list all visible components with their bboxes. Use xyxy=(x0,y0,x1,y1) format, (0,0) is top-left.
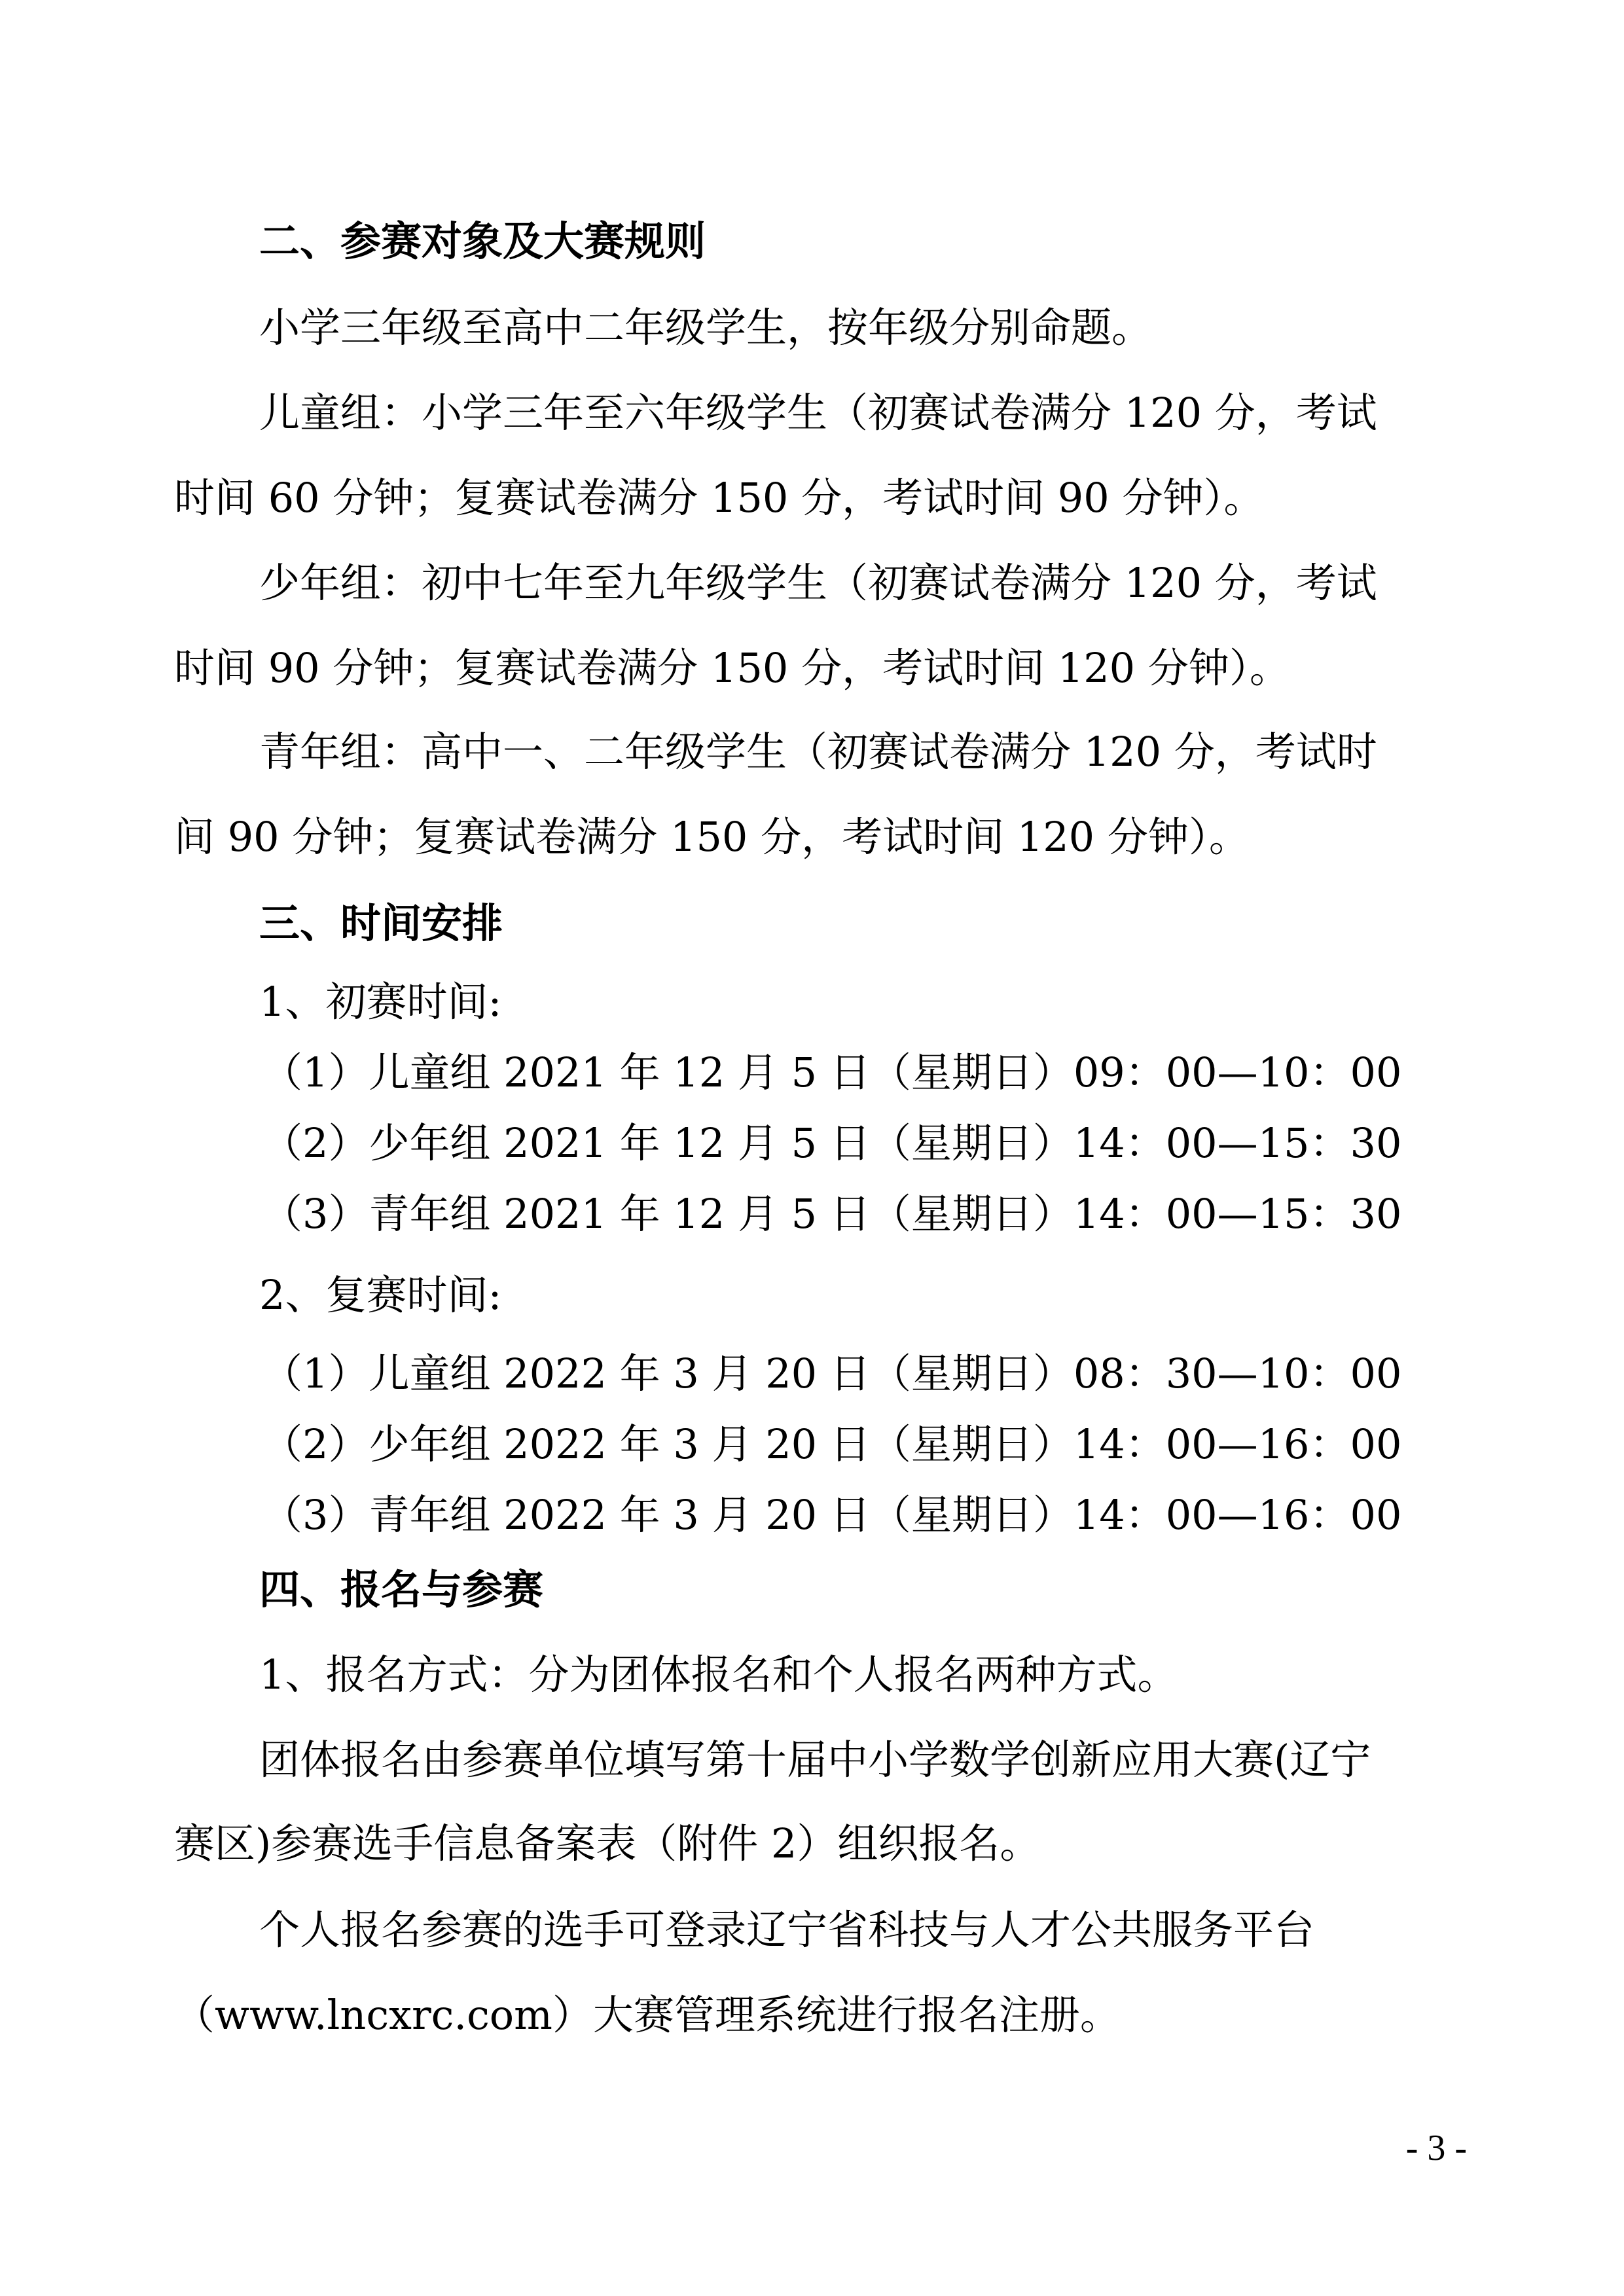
paragraph-team-registration-line2: 赛区)参赛选手信息备案表（附件 2）组织报名。 xyxy=(174,1820,1041,1867)
schedule-row-final-junior: （2）少年组 2022 年 3 月 20 日（星期日）14：00—16：00 xyxy=(262,1420,1402,1468)
section-heading-4: 四、报名与参赛 xyxy=(259,1566,544,1613)
paragraph-children-group-line1: 儿童组：小学三年至六年级学生（初赛试卷满分 120 分，考试 xyxy=(259,389,1377,437)
paragraph-junior-group-line1: 少年组：初中七年至九年级学生（初赛试卷满分 120 分，考试 xyxy=(259,559,1377,607)
paragraph-team-registration-line1: 团体报名由参赛单位填写第十届中小学数学创新应用大赛(辽宁 xyxy=(259,1736,1371,1784)
paragraph-individual-registration-line1: 个人报名参赛的选手可登录辽宁省科技与人才公共服务平台 xyxy=(259,1906,1315,1954)
paragraph-scope: 小学三年级至高中二年级学生，按年级分别命题。 xyxy=(259,304,1153,351)
paragraph-individual-registration-line2: （www.lncxrc.com）大赛管理系统进行报名注册。 xyxy=(174,1991,1121,2039)
paragraph-junior-group-line2: 时间 90 分钟；复赛试卷满分 150 分，考试时间 120 分钟）。 xyxy=(174,644,1290,692)
paragraph-youth-group-line2: 间 90 分钟；复赛试卷满分 150 分，考试时间 120 分钟）。 xyxy=(174,813,1250,861)
final-title: 2、复赛时间: xyxy=(259,1271,502,1319)
paragraph-youth-group-line1: 青年组：高中一、二年级学生（初赛试卷满分 120 分，考试时 xyxy=(259,728,1377,776)
section-heading-3: 三、时间安排 xyxy=(259,899,503,947)
prelim-title: 1、初赛时间: xyxy=(259,978,502,1026)
paragraph-registration-method: 1、报名方式：分为团体报名和个人报名两种方式。 xyxy=(259,1651,1178,1698)
section-heading-2: 二、参赛对象及大赛规则 xyxy=(259,217,706,265)
page-number: - 3 - xyxy=(1405,2128,1467,2168)
schedule-row-prelim-junior: （2）少年组 2021 年 12 月 5 日（星期日）14：00—15：30 xyxy=(262,1119,1402,1167)
schedule-row-prelim-youth: （3）青年组 2021 年 12 月 5 日（星期日）14：00—15：30 xyxy=(262,1190,1402,1238)
paragraph-children-group-line2: 时间 60 分钟；复赛试卷满分 150 分，考试时间 90 分钟）。 xyxy=(174,474,1265,522)
schedule-row-prelim-children: （1）儿童组 2021 年 12 月 5 日（星期日）09：00—10：00 xyxy=(262,1049,1402,1096)
schedule-row-final-children: （1）儿童组 2022 年 3 月 20 日（星期日）08：30—10：00 xyxy=(262,1350,1402,1397)
schedule-row-final-youth: （3）青年组 2022 年 3 月 20 日（星期日）14：00—16：00 xyxy=(262,1491,1402,1539)
